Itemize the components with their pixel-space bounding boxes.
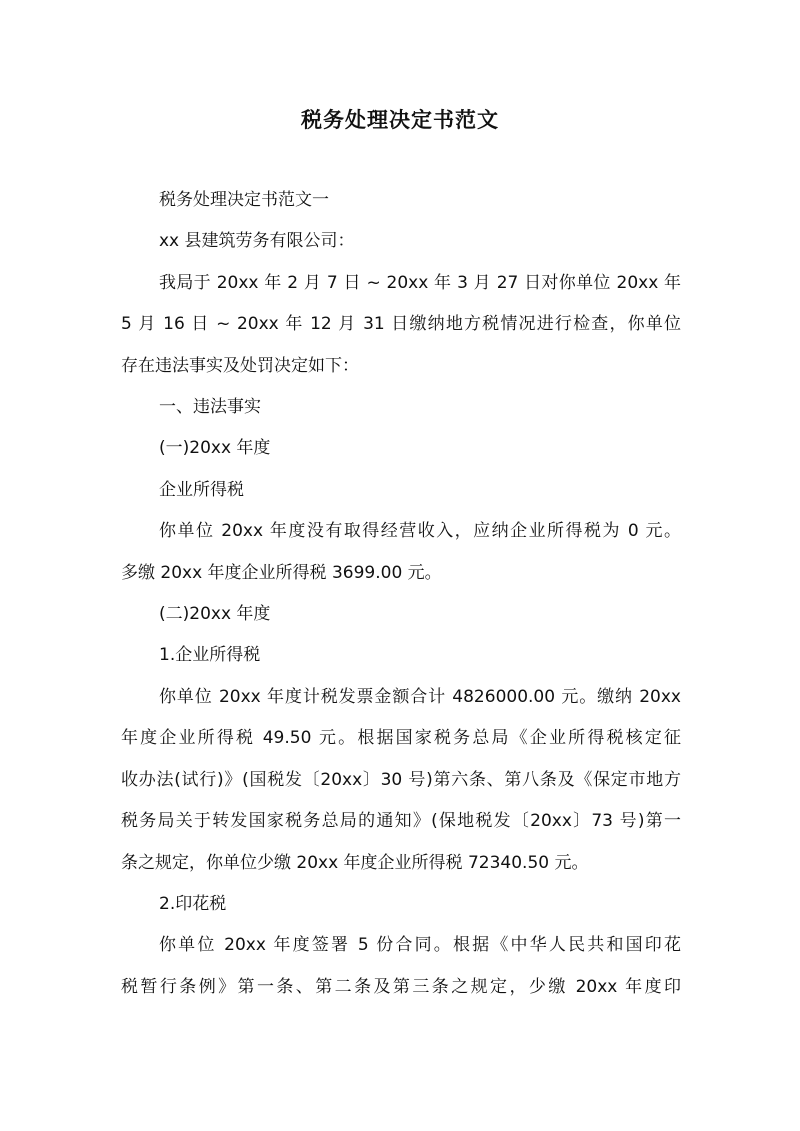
subsection-heading: (一)20xx 年度 bbox=[159, 438, 271, 459]
section-heading: 税务处理决定书范文一 bbox=[159, 190, 329, 210]
paragraph-line: 年度企业所得税 49.50 元。根据国家税务总局《企业所得税核定征 bbox=[121, 728, 681, 749]
item-heading: 1.企业所得税 bbox=[159, 645, 261, 666]
document-body bbox=[121, 180, 681, 1008]
document-title: 税务处理决定书范文 bbox=[301, 108, 499, 132]
paragraph-line: 存在违法事实及处罚决定如下： bbox=[121, 355, 359, 376]
paragraph-line: 5 月 16 日 ~ 20xx 年 12 月 31 日缴纳地方税情况进行检查，你单位 bbox=[121, 314, 681, 335]
item-heading: 企业所得税 bbox=[159, 479, 244, 500]
paragraph-line: 我局于 20xx 年 2 月 7 日 ~ 20xx 年 3 月 27 日对你单位 20xx 年 bbox=[159, 272, 681, 293]
paragraph-line: 你单位 20xx 年度计税发票金额合计 4826000.00 元。缴纳 20xx bbox=[159, 686, 681, 707]
item-heading: 2.印花税 bbox=[159, 893, 227, 914]
paragraph-line: 你单位 20xx 年度没有取得经营收入，应纳企业所得税为 0 元。 bbox=[159, 521, 681, 542]
paragraph-line: 你单位 20xx 年度签署 5 份合同。根据《中华人民共和国印花 bbox=[159, 935, 681, 956]
paragraph-line: 税务局关于转发国家税务总局的通知》(保地税发〔20xx〕73 号)第一 bbox=[121, 811, 681, 832]
section-heading: 一、违法事实 bbox=[159, 397, 261, 418]
addressee: xx 县建筑劳务有限公司： bbox=[159, 231, 355, 252]
paragraph-line: 条之规定，你单位少缴 20xx 年度企业所得税 72340.50 元。 bbox=[121, 852, 589, 873]
paragraph-line: 收办法(试行)》(国税发〔20xx〕30 号)第六条、第八条及《保定市地方 bbox=[121, 769, 681, 790]
paragraph-line: 多缴 20xx 年度企业所得税 3699.00 元。 bbox=[121, 562, 442, 583]
subsection-heading: (二)20xx 年度 bbox=[159, 604, 271, 625]
paragraph-line: 税暂行条例》第一条、第二条及第三条之规定，少缴 20xx 年度印 bbox=[121, 976, 681, 997]
